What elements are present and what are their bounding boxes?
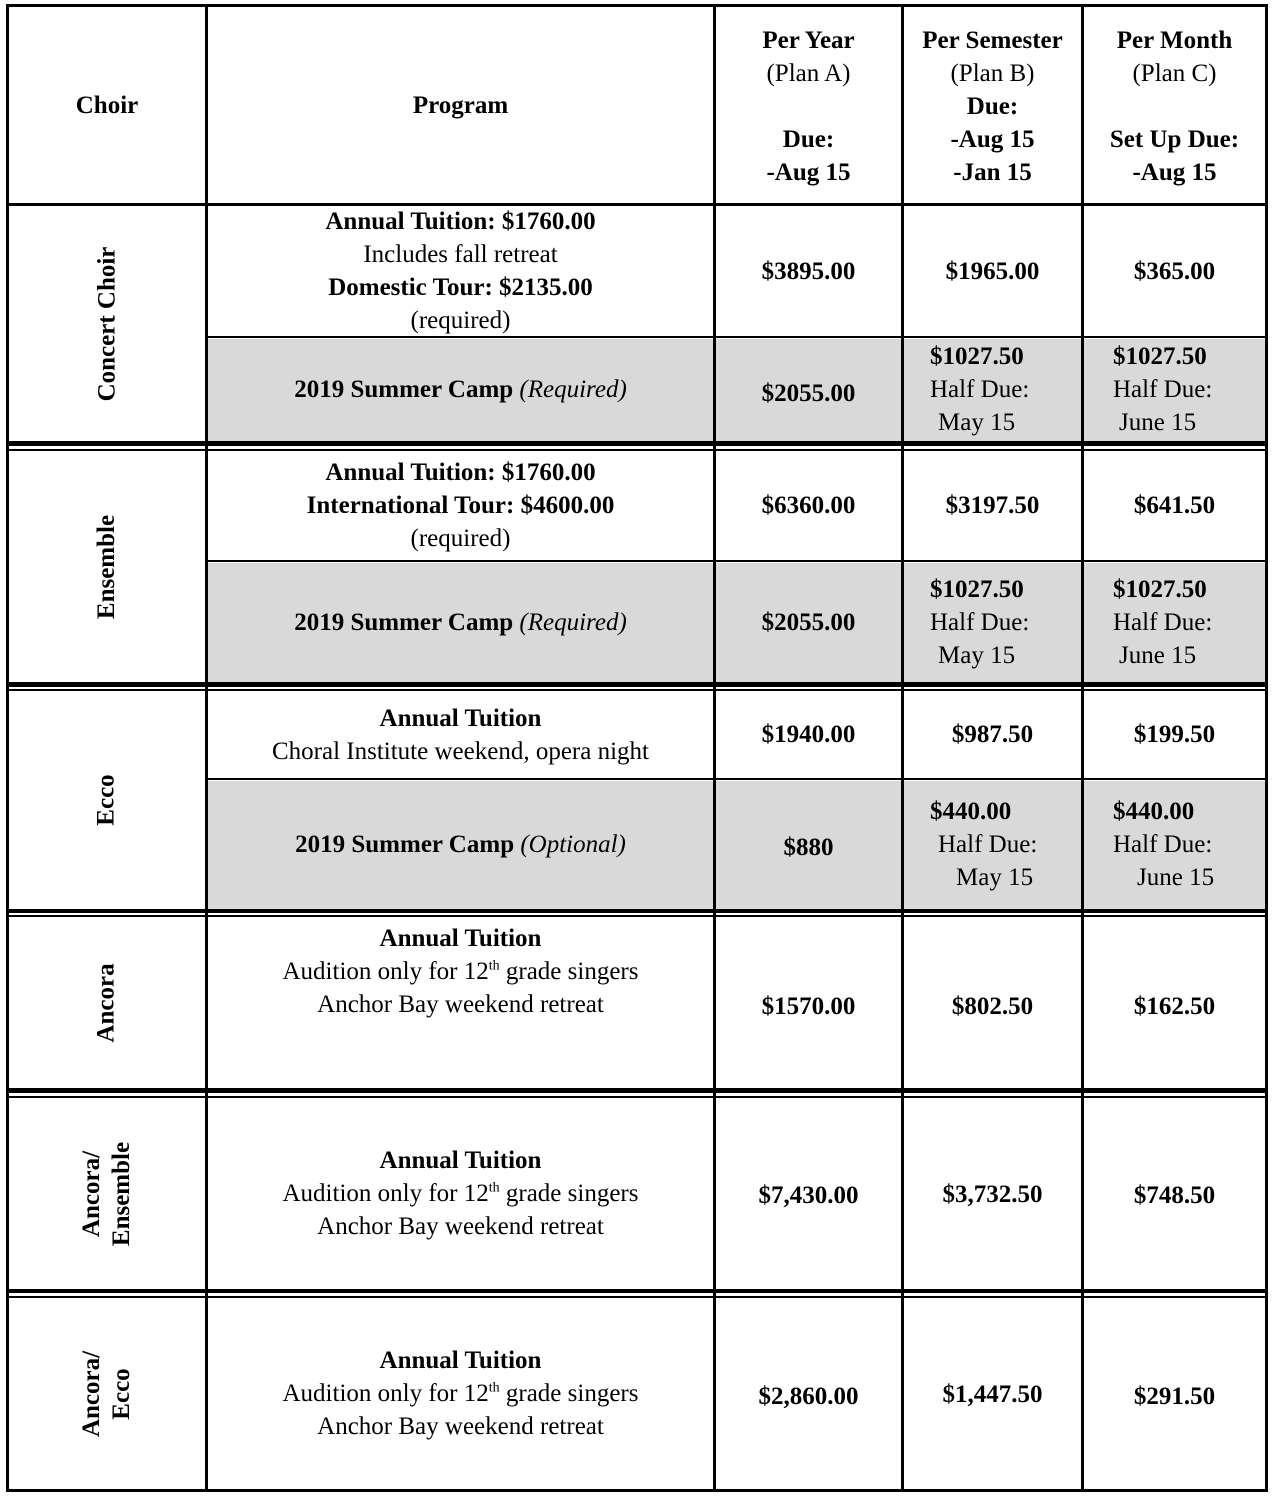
rule-ens-bottom (6, 682, 1268, 687)
ecco-tuition-month: $199.50 (1133, 721, 1216, 748)
ancora-ecco-month: $291.50 (1133, 1383, 1216, 1410)
concert-choir-label: Concert Choir (92, 246, 120, 401)
ancora-ecco-tuition-line2: Audition only for 12th grade singers (282, 1380, 639, 1407)
header-choir: Choir (75, 91, 139, 119)
header-per-year (716, 24, 901, 189)
per-semester-title: Per Semester (922, 27, 1063, 54)
ancora-ensemble-semester: $3,732.50 (942, 1181, 1043, 1208)
concert-camp-sem-half: Half Due: (930, 376, 1030, 403)
ecco-tuition-year: $1940.00 (761, 721, 856, 748)
ecco-camp-mon-half: Half Due: (1113, 831, 1213, 858)
ensemble-tuition-line3: (required) (410, 525, 511, 552)
ensemble-camp-month (1084, 562, 1265, 682)
ancora-tuition-semester: $802.50 (951, 992, 1034, 1020)
ancora-ensemble-year: $7,430.00 (758, 1182, 859, 1209)
ancora-ensemble-tuition-line2: Audition only for 12th grade singers (282, 1180, 639, 1207)
per-semester-date2: -Jan 15 (953, 159, 1032, 186)
per-semester-plan: (Plan B) (950, 60, 1035, 87)
ensemble-camp-mon-amount: $1027.50 (1113, 575, 1207, 603)
ecco-tuition-line1: Annual Tuition (379, 704, 542, 732)
ensemble-tuition-year: $6360.00 (761, 492, 856, 519)
rule-cc-bottom (6, 441, 1268, 446)
ensemble-tuition-line2: International Tour: $4600.00 (306, 492, 615, 519)
ecco-label: Ecco (93, 774, 120, 826)
ensemble-camp-label: 2019 Summer Camp (294, 608, 514, 636)
ancora-ensemble-tuition-program (208, 1098, 713, 1289)
ancora-tuition-line3: Anchor Bay weekend retreat (317, 991, 604, 1018)
ensemble-camp-mon-half: Half Due: (1113, 608, 1213, 636)
per-year-plan: (Plan A) (766, 60, 851, 87)
concert-camp-semester (904, 338, 1081, 441)
ancora-tuition-line1: Annual Tuition (379, 925, 542, 952)
concert-tuition-program (208, 206, 713, 336)
ecco-camp-sem-amount: $440.00 (930, 798, 1012, 825)
concert-camp-note: (Required) (519, 376, 627, 403)
ancora-ensemble-month: $748.50 (1133, 1182, 1216, 1209)
ensemble-camp-year: $2055.00 (761, 608, 856, 636)
rule-ecco-bottom (6, 909, 1268, 913)
ensemble-camp-program (208, 562, 713, 682)
ecco-camp-month (1084, 780, 1265, 909)
per-semester-date1: -Aug 15 (950, 126, 1035, 153)
ecco-camp-mon-date: June 15 (1137, 864, 1215, 891)
ensemble-tuition-month: $641.50 (1133, 492, 1216, 519)
ecco-camp-label: 2019 Summer Camp (295, 831, 515, 858)
ancora-tuition-month: $162.50 (1133, 992, 1216, 1020)
ecco-tuition-program (208, 691, 713, 778)
ancora-label: Ancora (93, 962, 120, 1043)
ecco-tuition-semester: $987.50 (951, 721, 1034, 748)
ancora-ecco-tuition-line3: Anchor Bay weekend retreat (317, 1413, 604, 1440)
concert-camp-program (208, 338, 713, 441)
concert-tuition-year: $3895.00 (761, 257, 856, 285)
concert-tuition-line2: Includes fall retreat (363, 241, 558, 268)
ecco-camp-program (208, 780, 713, 909)
ancora-ensemble-tuition-line1: Annual Tuition (379, 1147, 542, 1174)
per-year-title: Per Year (762, 27, 855, 54)
ancora-ecco-year: $2,860.00 (758, 1383, 859, 1410)
header-per-semester (904, 24, 1081, 189)
ensemble-camp-sem-date: May 15 (938, 641, 1016, 669)
concert-camp-label: 2019 Summer Camp (294, 376, 514, 403)
ensemble-camp-mon-date: June 15 (1119, 641, 1197, 669)
concert-camp-mon-date: June 15 (1119, 409, 1197, 436)
ecco-camp-sem-half: Half Due: (938, 831, 1038, 858)
per-month-due: Set Up Due: (1109, 126, 1240, 153)
per-year-date: -Aug 15 (766, 159, 851, 186)
ensemble-camp-sem-half: Half Due: (930, 608, 1030, 636)
ancora-tuition-year: $1570.00 (761, 992, 856, 1020)
concert-camp-year: $2055.00 (761, 379, 856, 407)
ensemble-tuition-line1: Annual Tuition: $1760.00 (325, 459, 596, 486)
ensemble-camp-note: (Required) (519, 608, 627, 636)
header-per-month (1084, 24, 1265, 189)
ensemble-camp-semester (904, 562, 1081, 682)
concert-camp-sem-date: May 15 (938, 409, 1016, 436)
col-rule-5 (1265, 4, 1268, 1492)
ensemble-camp-sem-amount: $1027.50 (930, 575, 1024, 603)
ancora-ecco-semester: $1,447.50 (942, 1381, 1043, 1408)
ensemble-tuition-program (208, 451, 713, 560)
per-year-due: Due: (782, 126, 835, 153)
ecco-camp-sem-date: May 15 (956, 864, 1034, 891)
ancora-tuition-program (208, 922, 713, 1022)
ecco-camp-year: $880 (783, 834, 834, 861)
ecco-tuition-line2: Choral Institute weekend, opera night (272, 737, 649, 765)
concert-tuition-line1: Annual Tuition: $1760.00 (325, 208, 596, 235)
header-program: Program (412, 91, 509, 119)
concert-tuition-line3: Domestic Tour: $2135.00 (328, 274, 593, 301)
ancora-ensemble-label: Ancora/ Ensemble (78, 1141, 135, 1246)
concert-camp-mon-half: Half Due: (1113, 376, 1213, 403)
per-month-plan: (Plan C) (1132, 60, 1217, 87)
ancora-ecco-tuition-program (208, 1298, 713, 1489)
concert-tuition-semester: $1965.00 (945, 257, 1040, 285)
ancora-ecco-tuition-line1: Annual Tuition (379, 1347, 542, 1374)
ancora-tuition-line2: Audition only for 12th grade singers (282, 958, 639, 985)
concert-camp-mon-amount: $1027.50 (1113, 343, 1207, 370)
concert-camp-sem-amount: $1027.50 (930, 343, 1024, 370)
ancora-ensemble-tuition-line3: Anchor Bay weekend retreat (317, 1213, 604, 1240)
concert-tuition-month: $365.00 (1133, 257, 1216, 285)
per-semester-due: Due: (966, 93, 1019, 120)
concert-camp-month (1084, 338, 1265, 441)
per-month-title: Per Month (1116, 27, 1233, 54)
ecco-camp-note: (Optional) (520, 831, 626, 858)
ecco-camp-semester (904, 780, 1081, 909)
ensemble-label: Ensemble (93, 514, 120, 619)
ensemble-tuition-semester: $3197.50 (945, 492, 1040, 519)
per-month-date: -Aug 15 (1132, 159, 1217, 186)
ecco-camp-mon-amount: $440.00 (1113, 798, 1195, 825)
concert-tuition-line4: (required) (410, 307, 511, 334)
ancora-ecco-label: Ancora/ Ecco (77, 1350, 135, 1437)
